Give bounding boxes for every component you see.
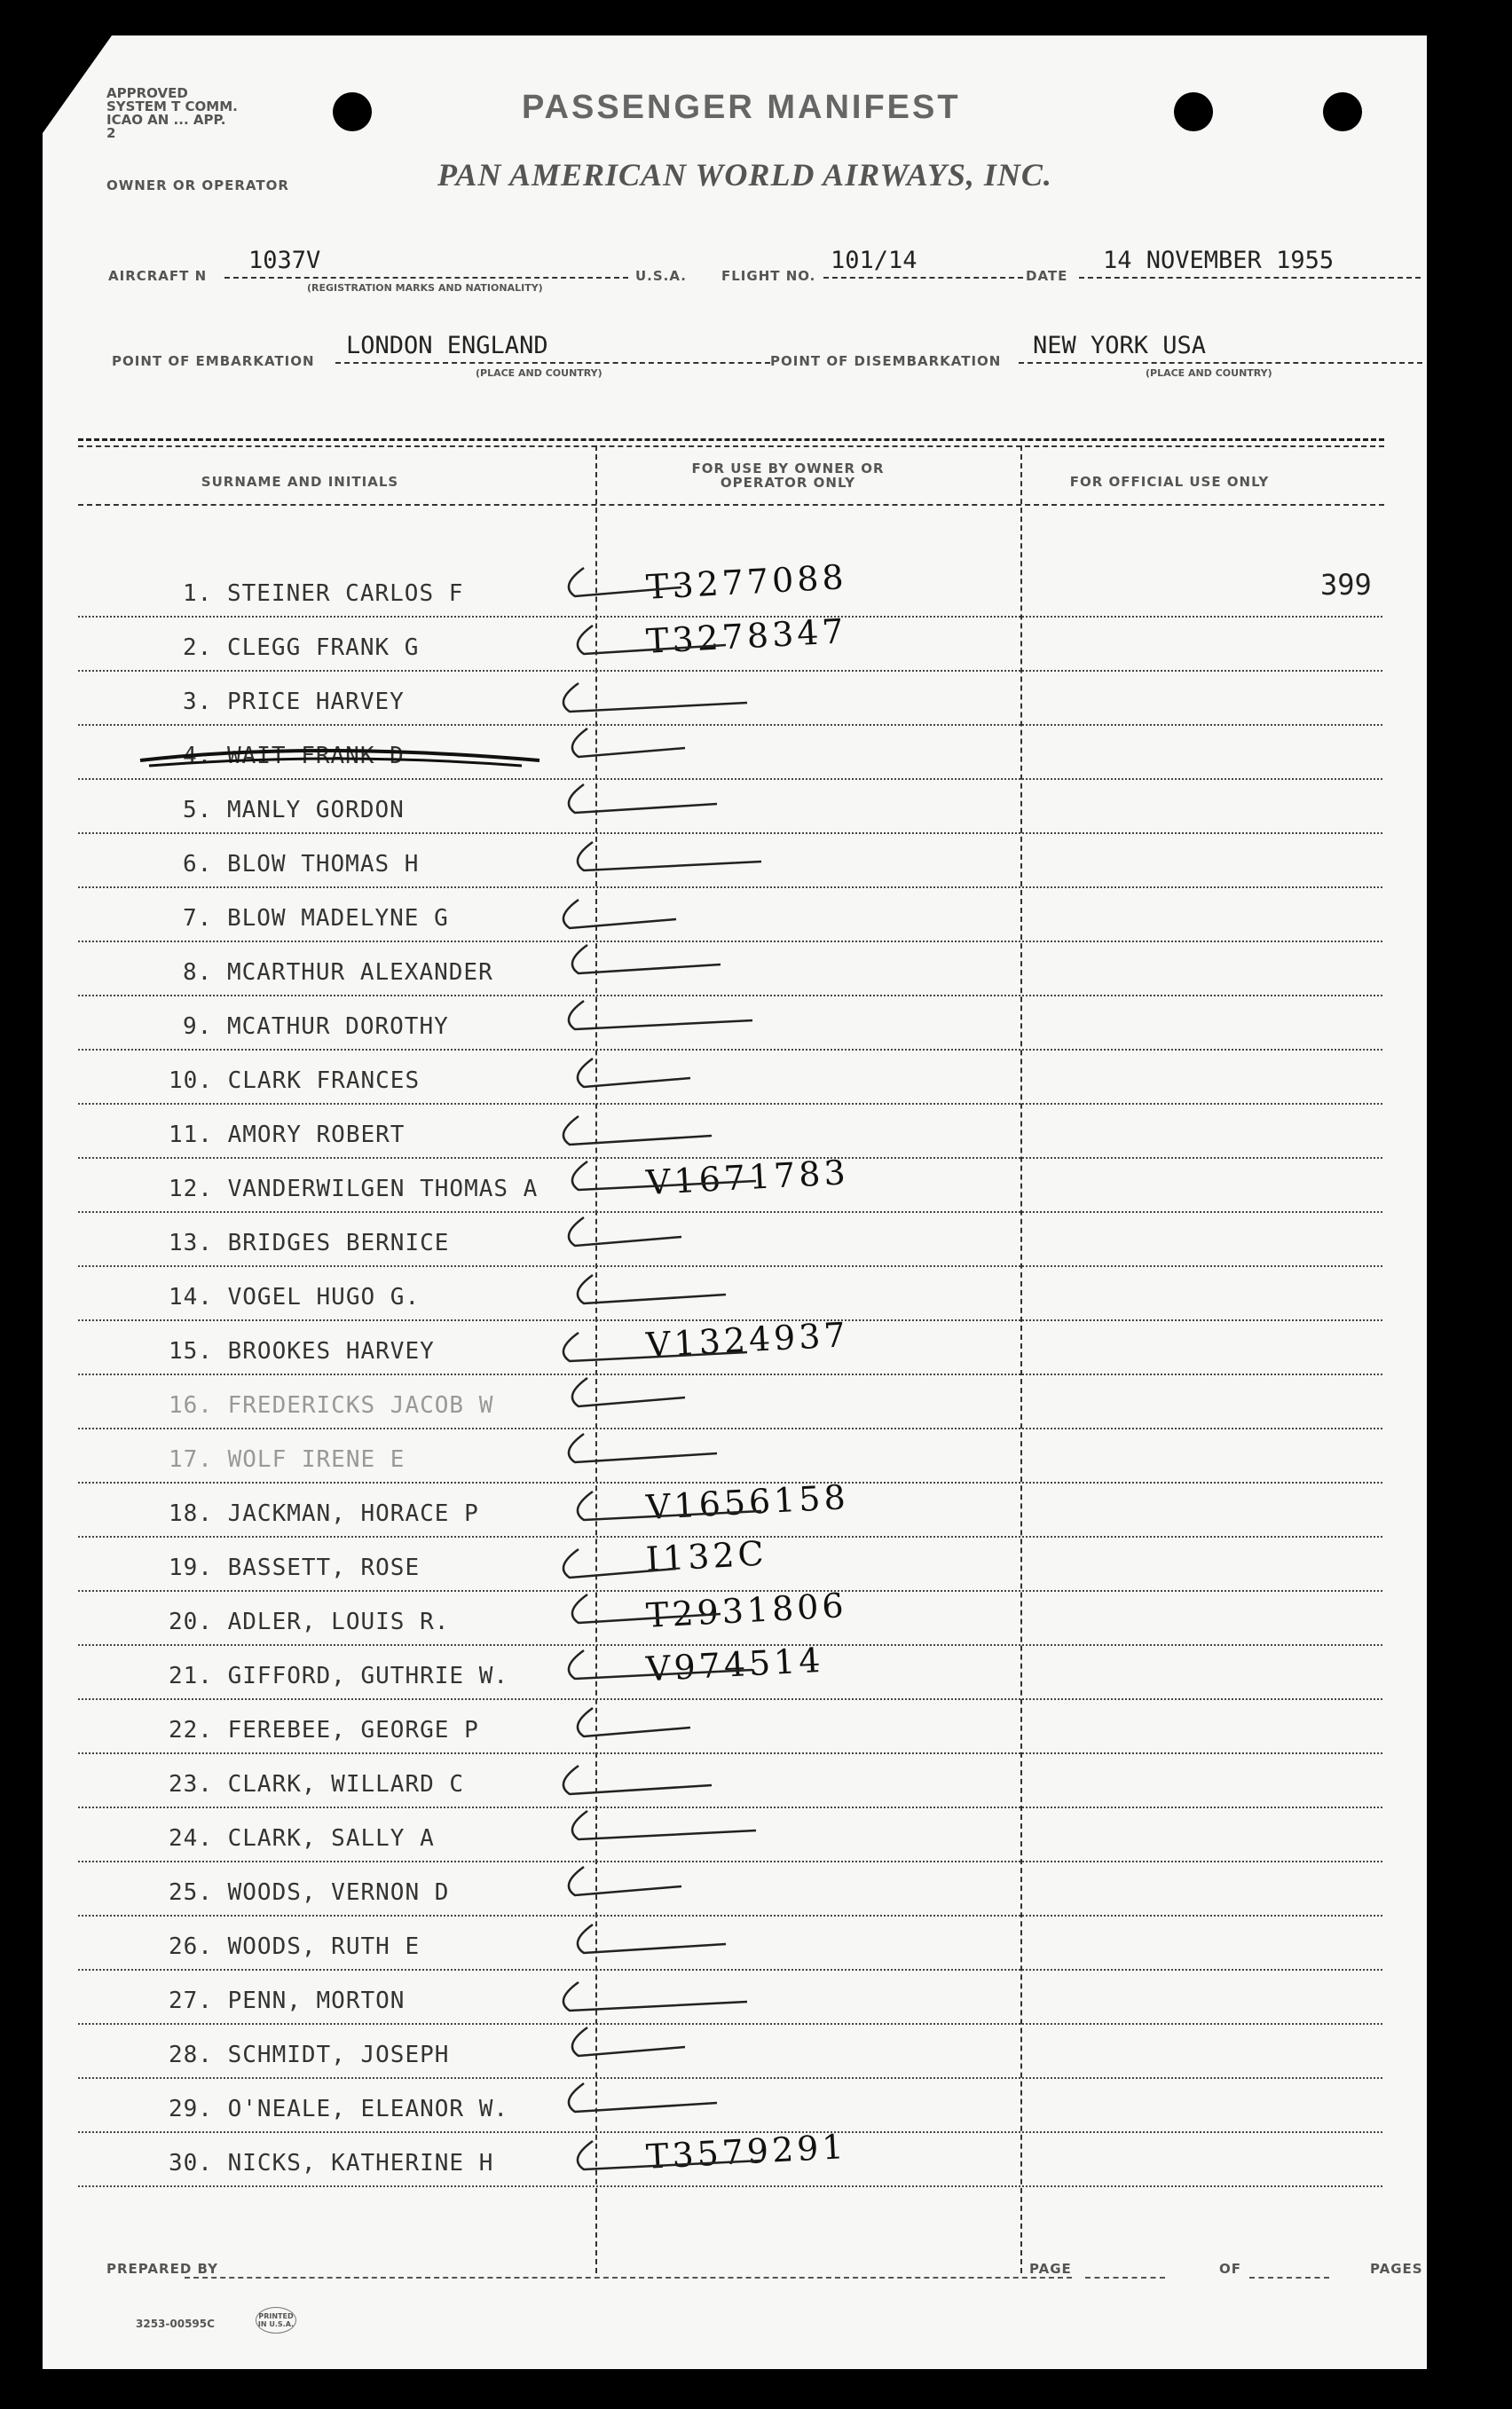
passenger-name: 14. VOGEL HUGO G. — [169, 1284, 421, 1311]
check-mark — [572, 1161, 756, 1190]
check-mark — [578, 1925, 726, 1953]
check-mark — [572, 1594, 721, 1623]
check-mark — [563, 1116, 712, 1145]
check-mark — [578, 1492, 761, 1520]
date-value: 14 NOVEMBER 1955 — [1103, 247, 1335, 274]
check-mark — [572, 945, 721, 973]
official-entry: 399 — [1320, 568, 1372, 602]
of-label: OF — [1219, 2261, 1241, 2277]
passenger-name: 13. BRIDGES BERNICE — [169, 1230, 450, 1256]
check-mark — [569, 1650, 752, 1679]
check-mark — [563, 683, 747, 712]
aircraft-sub: (REGISTRATION MARKS AND NATIONALITY) — [307, 282, 543, 294]
passenger-name: 4. WAIT FRANK D — [183, 743, 405, 769]
pages-label: PAGES — [1370, 2261, 1423, 2277]
airline-name: PAN AMERICAN WORLD AIRWAYS, INC. — [437, 157, 1052, 193]
passenger-name: 7. BLOW MADELYNE G — [183, 905, 449, 932]
ticket-number: T3579291 — [645, 2127, 848, 2177]
passenger-name: 23. CLARK, WILLARD C — [169, 1771, 465, 1798]
ticket-number: V974514 — [644, 1640, 825, 1689]
passenger-name: 18. JACKMAN, HORACE P — [169, 1500, 479, 1527]
passenger-name: 10. CLARK FRANCES — [169, 1067, 421, 1094]
check-marks — [43, 35, 1427, 2369]
ticket-number: V1671783 — [645, 1153, 850, 1202]
ticket-number: V1324937 — [645, 1315, 850, 1365]
embark-sub: (PLACE AND COUNTRY) — [476, 367, 602, 379]
passenger-name: 9. MCATHUR DOROTHY — [183, 1013, 449, 1040]
flight-value: 101/14 — [831, 247, 917, 274]
passenger-name: 17. WOLF IRENE E — [169, 1446, 406, 1473]
passenger-name: 16. FREDERICKS JACOB W — [169, 1392, 494, 1419]
page-label: PAGE — [1029, 2261, 1072, 2277]
ticket-number: T2931806 — [645, 1586, 848, 1635]
check-mark — [572, 1378, 685, 1406]
flight-label: FLIGHT NO. — [721, 268, 816, 284]
check-mark — [569, 1217, 681, 1246]
embark-value: LONDON ENGLAND — [346, 332, 548, 359]
passenger-name: 1. STEINER CARLOS F — [183, 580, 464, 607]
check-mark — [569, 1001, 752, 1029]
check-mark — [563, 1333, 747, 1361]
passenger-name: 29. O'NEALE, ELEANOR W. — [169, 2096, 509, 2122]
passenger-name: 6. BLOW THOMAS H — [183, 851, 420, 878]
check-mark — [569, 1867, 681, 1895]
passenger-name: 8. MCARTHUR ALEXANDER — [183, 959, 493, 986]
passenger-name: 2. CLEGG FRANK G — [183, 634, 420, 661]
passenger-name: 22. FEREBEE, GEORGE P — [169, 1717, 479, 1744]
passenger-name: 19. BASSETT, ROSE — [169, 1555, 421, 1581]
check-mark — [572, 2027, 685, 2056]
passenger-name: 12. VANDERWILGEN THOMAS A — [169, 1176, 539, 1202]
check-mark — [569, 784, 717, 813]
col-header-owner: FOR USE BY OWNER OR OPERATOR ONLY — [691, 461, 885, 491]
passenger-name: 21. GIFFORD, GUTHRIE W. — [169, 1663, 509, 1689]
form-number: 3253-00595C — [136, 2318, 215, 2330]
check-mark — [563, 1982, 747, 2011]
check-mark — [578, 1708, 690, 1736]
ticket-number: I132C — [644, 1533, 768, 1579]
passenger-name: 26. WOODS, RUTH E — [169, 1933, 421, 1960]
check-mark — [578, 1059, 690, 1087]
passenger-name: 24. CLARK, SALLY A — [169, 1825, 435, 1852]
check-mark — [578, 626, 726, 654]
disembark-label: POINT OF DISEMBARKATION — [770, 353, 1002, 369]
usa-label: U.S.A. — [635, 268, 687, 284]
check-mark — [572, 728, 685, 757]
page-title: PASSENGER MANIFEST — [522, 89, 961, 126]
aircraft-label: AIRCRAFT N — [108, 268, 208, 284]
check-mark — [578, 1275, 726, 1303]
check-mark — [569, 1434, 717, 1462]
check-mark — [569, 568, 681, 596]
check-mark — [569, 2083, 717, 2112]
ticket-number: T3278347 — [645, 611, 848, 661]
check-mark — [578, 2141, 761, 2169]
prepared-by-label: PREPARED BY — [106, 2261, 218, 2277]
ticket-number: V1656158 — [645, 1477, 850, 1527]
passenger-name: 30. NICKS, KATHERINE H — [169, 2150, 494, 2177]
strike-through — [149, 759, 522, 766]
col-header-official: FOR OFFICIAL USE ONLY — [1069, 474, 1270, 490]
passenger-name: 5. MANLY GORDON — [183, 797, 405, 823]
ticket-number: T3277088 — [645, 557, 848, 607]
embark-label: POINT OF EMBARKATION — [112, 353, 315, 369]
passenger-name: 3. PRICE HARVEY — [183, 689, 405, 715]
check-mark — [563, 1766, 712, 1794]
date-label: DATE — [1026, 268, 1068, 284]
check-mark — [572, 1811, 756, 1839]
passenger-name: 20. ADLER, LOUIS R. — [169, 1609, 450, 1635]
passenger-name: 11. AMORY ROBERT — [169, 1122, 406, 1148]
check-mark — [578, 842, 761, 870]
aircraft-value: 1037V — [248, 247, 321, 274]
manifest-page — [43, 35, 1427, 2369]
col-header-names: SURNAME AND INITIALS — [201, 474, 399, 490]
check-mark — [563, 900, 676, 928]
disembark-sub: (PLACE AND COUNTRY) — [1146, 367, 1272, 379]
passenger-name: 28. SCHMIDT, JOSEPH — [169, 2042, 450, 2068]
passenger-name: 27. PENN, MORTON — [169, 1988, 406, 2014]
approval-stamp: APPROVED SYSTEM T COMM. ICAO AN ... APP. 2 — [106, 85, 238, 141]
passenger-name: 15. BROOKES HARVEY — [169, 1338, 435, 1365]
check-mark — [563, 1549, 676, 1578]
passenger-name: 25. WOODS, VERNON D — [169, 1879, 450, 1906]
printed-seal: PRINTED IN U.S.A. — [256, 2307, 296, 2334]
owner-label: OWNER OR OPERATOR — [106, 177, 289, 193]
disembark-value: NEW YORK USA — [1033, 332, 1207, 359]
